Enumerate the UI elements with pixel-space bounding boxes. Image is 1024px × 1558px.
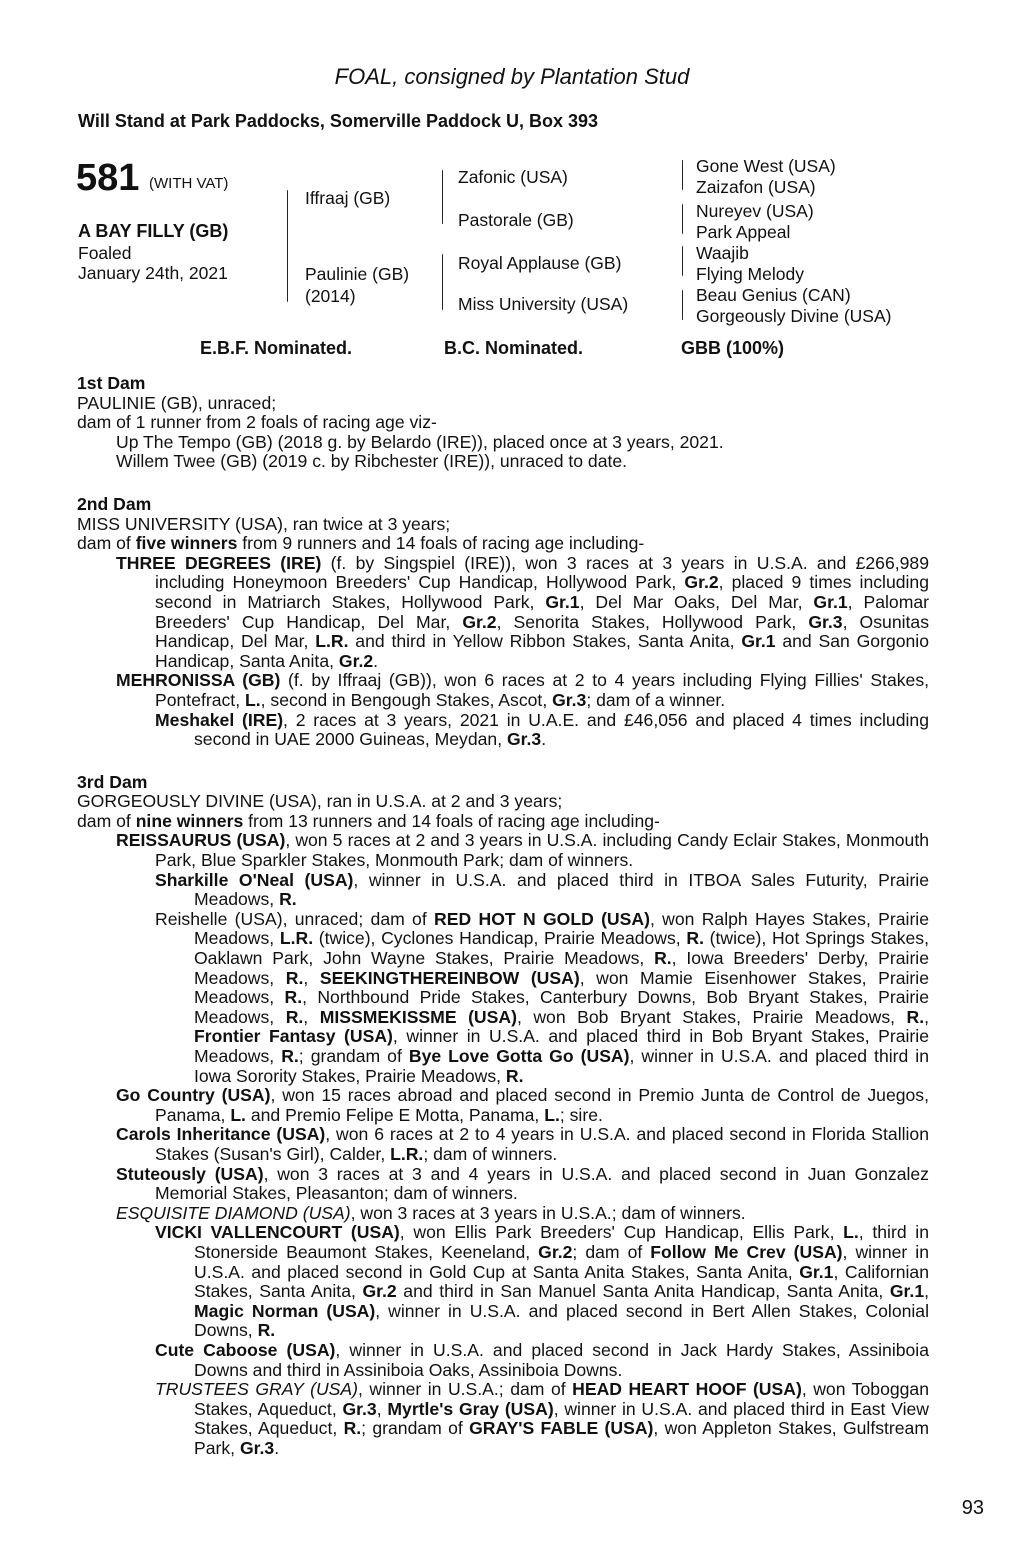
section-title: 1st Dam: [77, 373, 146, 393]
page-number: 93: [961, 1497, 984, 1519]
progeny-entry: Willem Twee (GB) (2019 c. by Ribchester (IRE)), unraced to date.: [116, 451, 628, 472]
progeny-entry: Go Country (USA), won 15 races abroad and placed second in Premio Junta de Control de Juegos, Panama, L. and Premio Felipe E Motta, Panama, L.; sire.: [116, 1085, 929, 1125]
lot-name: A BAY FILLY (GB): [78, 221, 229, 241]
progeny-entry: VICKI VALLENCOURT (USA), won Ellis Park Breeders' Cup Handicap, Ellis Park, L., third in Stonerside Beaumont Stakes, Keeneland, Gr.2; dam of Follow Me Crev (USA), winner in U.S.A. and placed second in Gold Cup at Santa Anita Stakes, Santa Anita, Gr.1, Californian Stakes, Santa Anita, Gr.2 and third in San Manuel Santa Anita Handicap, Santa Anita, Gr.1, Magic Norman (USA), winner in U.S.A. and placed second in Bert Allen Stakes, Colonial Downs, R.: [155, 1222, 929, 1341]
progeny-entry: MEHRONISSA (GB) (f. by Iffraaj (GB)), won 6 races at 2 to 4 years including Flying Fillies' Stakes, Pontefract, L., second in Bengough Stakes, Ascot, Gr.3; dam of a winner.: [116, 670, 930, 710]
pedigree-dam-year: (2014): [305, 286, 356, 306]
progeny-entry: REISSAURUS (USA), won 5 races at 2 and 3 years in U.S.A. including Candy Eclair Stakes, Monmouth Park, Blue Sparkler Stakes, Monmouth Park; dam of winners.: [116, 830, 930, 871]
pedigree-gen3: Gone West (USA): [696, 156, 836, 176]
progeny-entry: Cute Caboose (USA), winner in U.S.A. and placed second in Jack Hardy Stakes, Assiniboia Downs and third in Assiniboia Oaks, Assiniboia Downs.: [155, 1339, 929, 1380]
gbb-status: GBB (100%): [681, 338, 785, 358]
stand-location: Will Stand at Park Paddocks, Somerville Paddock U, Box 393: [78, 111, 599, 131]
pedigree-sire-sire: Zafonic (USA): [458, 167, 568, 187]
pedigree-brace: [442, 254, 443, 310]
progeny-entry: Meshakel (IRE), 2 races at 3 years, 2021 in U.A.E. and £46,056 and placed 4 times including second in UAE 2000 Guineas, Meydan, Gr.3.: [155, 709, 929, 750]
pedigree-gen3: Park Appeal: [696, 222, 791, 242]
progeny-entry: Up The Tempo (GB) (2018 g. by Belardo (IRE)), placed once at 3 years, 2021.: [116, 431, 724, 452]
dam-line: dam of 1 runner from 2 foals of racing age viz-: [77, 412, 437, 433]
pedigree-dam-sire: Royal Applause (GB): [458, 253, 622, 273]
lot-number: 581: [76, 157, 140, 199]
pedigree-brace: [682, 246, 683, 276]
catalogue-heading: FOAL, consigned by Plantation Stud: [334, 64, 690, 89]
progeny-entry: Reishelle (USA), unraced; dam of RED HOT N GOLD (USA), won Ralph Hayes Stakes, Prairie Meadows, L.R. (twice), Cyclones Handicap, Prairie Meadows, R. (twice), Hot Springs Stakes, Oaklawn Park, John Wayne Stakes, Prairie Meadows, R., Iowa Breeders' Derby, Prairie Meadows, R., SEEKINGTHEREINBOW (USA), won Mamie Eisenhower Stakes, Prairie Meadows, R., Northbound Pride Stakes, Canterbury Downs, Bob Bryant Stakes, Prairie Meadows, R., MISSMEKISSME (USA), won Bob Bryant Stakes, Prairie Meadows, R., Frontier Fantasy (USA), winner in U.S.A. and placed third in Bob Bryant Stakes, Prairie Meadows, R.; grandam of Bye Love Gotta Go (USA), winner in U.S.A. and placed third in Iowa Sorority Stakes, Prairie Meadows, R.: [155, 908, 929, 1086]
foaled-label: Foaled: [78, 243, 132, 263]
foaled-date: January 24th, 2021: [78, 263, 228, 283]
ebf-nomination: E.B.F. Nominated.: [200, 338, 353, 358]
bc-nomination: B.C. Nominated.: [444, 338, 584, 358]
pedigree-sire: Iffraaj (GB): [305, 188, 391, 208]
pedigree-brace: [682, 160, 683, 190]
dam-line: dam of nine winners from 13 runners and 14 foals of racing age including-: [77, 810, 660, 831]
pedigree-gen3: Nureyev (USA): [696, 201, 814, 221]
pedigree-gen3: Waajib: [696, 243, 749, 263]
progeny-entry: TRUSTEES GRAY (USA), winner in U.S.A.; dam of HEAD HEART HOOF (USA), won Toboggan Stakes, Aqueduct, Gr.3, Myrtle's Gray (USA), winner in U.S.A. and placed third in East View Stakes, Aqueduct, R.; grandam of GRAY'S FABLE (USA), won Appleton Stakes, Gulfstream Park, Gr.3.: [155, 1379, 930, 1458]
dam-line: dam of five winners from 9 runners and 14 foals of racing age including-: [77, 533, 645, 554]
dam-line: GORGEOUSLY DIVINE (USA), ran in U.S.A. at 2 and 3 years;: [77, 791, 563, 812]
pedigree-gen3: Zaizafon (USA): [696, 177, 816, 197]
progeny-entry: THREE DEGREES (IRE) (f. by Singspiel (IRE)), won 3 races at 3 years in U.S.A. and £266,989 including Honeymoon Breeders' Cup Handicap, Hollywood Park, Gr.2, placed 9 times including second in Matriarch Stakes, Hollywood Park, Gr.1, Del Mar Oaks, Del Mar, Gr.1, Palomar Breeders' Cup Handicap, Del Mar, Gr.2, Senorita Stakes, Hollywood Park, Gr.3, Osunitas Handicap, Del Mar, L.R. and third in Yellow Ribbon Stakes, Santa Anita, Gr.1 and San Gorgonio Handicap, Santa Anita, Gr.2.: [116, 552, 930, 671]
progeny-entry: Sharkille O'Neal (USA), winner in U.S.A. and placed third in ITBOA Sales Futurity, Prairie Meadows, R.: [155, 869, 929, 910]
pedigree-brace: [287, 190, 288, 302]
section-title: 2nd Dam: [77, 493, 152, 514]
dam-line: PAULINIE (GB), unraced;: [77, 392, 277, 413]
pedigree-dam: Paulinie (GB): [305, 264, 410, 284]
pedigree-brace: [682, 290, 683, 320]
progeny-entry: Stuteously (USA), won 3 races at 3 and 4 years in U.S.A. and placed second in Juan Gonzalez Memorial Stakes, Pleasanton; dam of winners.: [116, 1163, 929, 1204]
progeny-entry: ESQUISITE DIAMOND (USA), won 3 races at 3 years in U.S.A.; dam of winners.: [116, 1202, 746, 1223]
pedigree-brace: [442, 170, 443, 224]
dam-line: MISS UNIVERSITY (USA), ran twice at 3 years;: [77, 513, 451, 534]
pedigree-sire-dam: Pastorale (GB): [458, 210, 574, 230]
pedigree-gen3: Gorgeously Divine (USA): [696, 306, 892, 326]
pedigree-gen3: Flying Melody: [696, 264, 804, 284]
catalogue-body: [77, 374, 929, 1458]
progeny-entry: Carols Inheritance (USA), won 6 races at 2 to 4 years in U.S.A. and placed second in Florida Stallion Stakes (Susan's Girl), Calder, L.R.; dam of winners.: [116, 1124, 929, 1164]
vat-note: (WITH VAT): [149, 175, 229, 192]
pedigree-brace: [682, 204, 683, 234]
section-title: 3rd Dam: [77, 771, 148, 792]
pedigree-dam-dam: Miss University (USA): [458, 294, 629, 314]
pedigree-gen3: Beau Genius (CAN): [696, 285, 851, 305]
